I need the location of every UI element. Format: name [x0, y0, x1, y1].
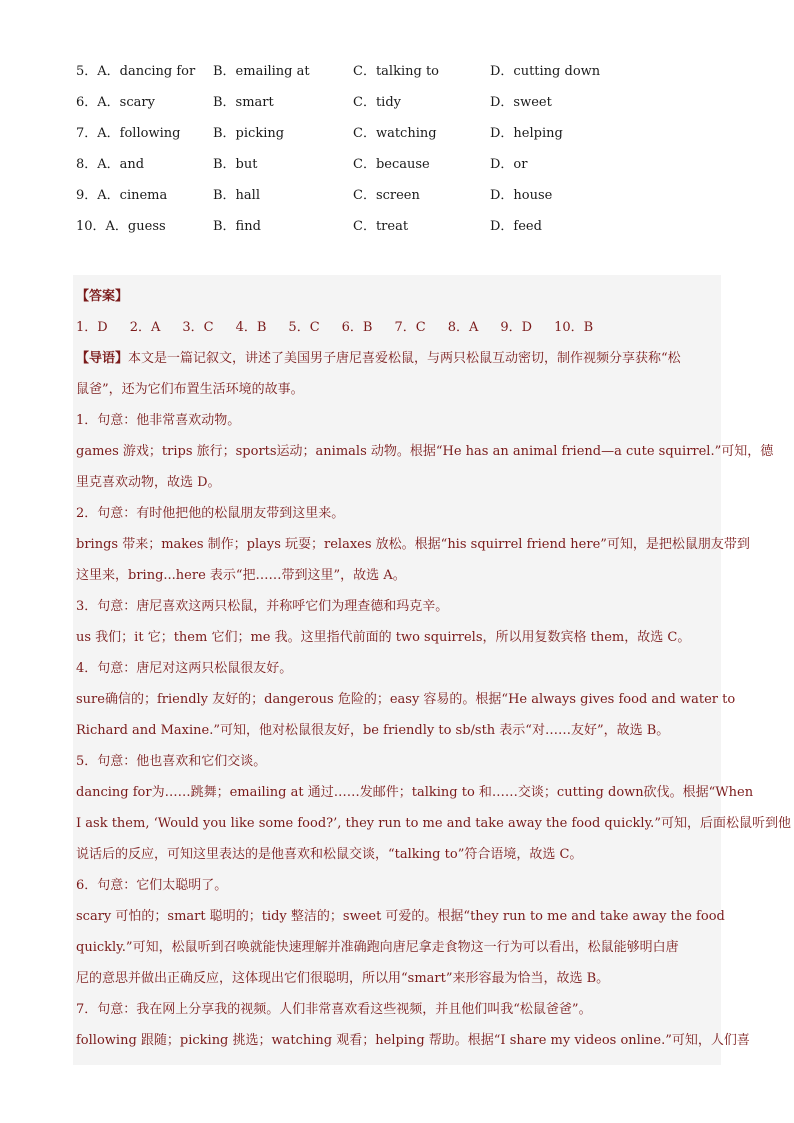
answer-key: 8．A — [447, 320, 479, 335]
option-a: 7．A．following — [76, 126, 181, 141]
option-d: D．feed — [490, 219, 542, 234]
explanation-line: 2．句意：有时他把他的松鼠朋友带到这里来。 — [76, 506, 345, 521]
answer-key: 6．B — [341, 320, 373, 335]
answer-key: 7．C — [394, 320, 426, 335]
option-c: C．watching — [353, 126, 437, 141]
option-c: C．because — [353, 157, 430, 172]
explanation-line: 尼的意思并做出正确反应，这体现出它们很聪明，所以用“smart”来形容最为恰当，故选 B。 — [76, 971, 610, 986]
option-b: B．find — [213, 219, 261, 234]
option-row — [76, 93, 726, 124]
guide-paragraph — [76, 343, 717, 374]
option-c: C．screen — [353, 188, 420, 203]
option-d: D．sweet — [490, 95, 552, 110]
explanation-line: brings 带来；makes 制作；plays 玩耍；relaxes 放松。根据“his squirrel friend here”可知，是把松鼠朋友带到 — [76, 537, 750, 552]
answer-key: 4．B — [235, 320, 267, 335]
option-b: B．but — [213, 157, 258, 172]
answer-key: 2．A — [129, 320, 161, 335]
explanation-line: us 我们；it 它；them 它们；me 我。这里指代前面的 two squirrels，所以用复数宾格 them，故选 C。 — [76, 630, 691, 645]
option-a: 8．A．and — [76, 157, 145, 172]
option-d: D．house — [490, 188, 553, 203]
answer-key: 10．B — [554, 320, 594, 335]
explanation-line: 里克喜欢动物，故选 D。 — [76, 475, 221, 490]
answer-key-row — [76, 312, 717, 343]
option-b: B．smart — [213, 95, 274, 110]
option-row — [76, 62, 726, 93]
answer-key: 5．C — [288, 320, 320, 335]
explanation-line: games 游戏；trips 旅行；sports运动；animals 动物。根据“He has an animal friend—a cute squirrel.”可知，德 — [76, 444, 774, 459]
explanation-line: dancing for为……跳舞；emailing at 通过……发邮件；talking to 和……交谈；cutting down砍伐。根据“When — [76, 785, 754, 800]
option-row — [76, 217, 726, 248]
option-d: D．helping — [490, 126, 563, 141]
options-list — [76, 62, 726, 248]
explanation-line: 4．句意：唐尼对这两只松鼠很友好。 — [76, 661, 293, 676]
option-a: 5．A．dancing for — [76, 64, 196, 79]
explanation-line: Richard and Maxine.”可知，他对松鼠很友好，be friendly to sb/sth 表示“对……友好”，故选 B。 — [76, 723, 670, 738]
explanation-line: 7．句意：我在网上分享我的视频。人们非常喜欢看这些视频，并且他们叫我“松鼠爸爸”。 — [76, 1002, 592, 1017]
answer-key: 1．D — [76, 320, 108, 335]
explanation-line: I ask them, ‘Would you like some food?’, they run to me and take away the food quickly.”可知，后面松鼠听到他 — [76, 816, 791, 831]
explanation-line: scary 可怕的；smart 聪明的；tidy 整洁的；sweet 可爱的。根据“they run to me and take away the food — [76, 909, 725, 924]
guide-text-cont: 鼠爸”，还为它们布置生活环境的故事。 — [76, 382, 304, 397]
option-row — [76, 155, 726, 186]
option-b: B．hall — [213, 188, 260, 203]
option-b: B．emailing at — [213, 64, 310, 79]
answer-section — [73, 275, 791, 1065]
explanation-line: 这里来，bring...here 表示“把……带到这里”，故选 A。 — [76, 568, 406, 583]
explanation-line: quickly.”可知，松鼠听到召唤就能快速理解并准确跑向唐尼拿走食物这一行为可以看出，松鼠能够明白唐 — [76, 940, 679, 955]
guide-label: 【导语】 — [76, 351, 129, 366]
option-c: C．talking to — [353, 64, 439, 79]
answer-heading: 【答案】 — [76, 289, 129, 304]
explanation-line: 说话后的反应，可知这里表达的是他喜欢和松鼠交谈，“talking to”符合语境，故选 C。 — [76, 847, 583, 862]
explanation-line: 6．句意：它们太聪明了。 — [76, 878, 228, 893]
option-d: D．or — [490, 157, 528, 172]
guide-text: 本文是一篇记叙文，讲述了美国男子唐尼喜爱松鼠，与两只松鼠互动密切，制作视频分享获称“松 — [128, 351, 681, 366]
option-a: 6．A．scary — [76, 95, 155, 110]
option-b: B．picking — [213, 126, 285, 141]
option-d: D．cutting down — [490, 64, 601, 79]
option-a: 10．A．guess — [76, 219, 166, 234]
option-a: 9．A．cinema — [76, 188, 168, 203]
explanation-line: 3．句意：唐尼喜欢这两只松鼠，并称呼它们为理查德和玛克辛。 — [76, 599, 449, 614]
answer-key: 3．C — [182, 320, 214, 335]
option-c: C．treat — [353, 219, 409, 234]
option-row — [76, 186, 726, 217]
explanation-line: following 跟随；picking 挑选；watching 观看；helping 帮助。根据“I share my videos online.”可知，人们喜 — [76, 1033, 750, 1048]
explanation-line: 5．句意：他也喜欢和它们交谈。 — [76, 754, 267, 769]
answer-key: 9．D — [500, 320, 533, 335]
option-c: C．tidy — [353, 95, 401, 110]
explanation-line: 1．句意：他非常喜欢动物。 — [76, 413, 241, 428]
option-row — [76, 124, 726, 155]
explanation-line: sure确信的；friendly 友好的；dangerous 危险的；easy 容易的。根据“He always gives food and water to — [76, 692, 736, 707]
